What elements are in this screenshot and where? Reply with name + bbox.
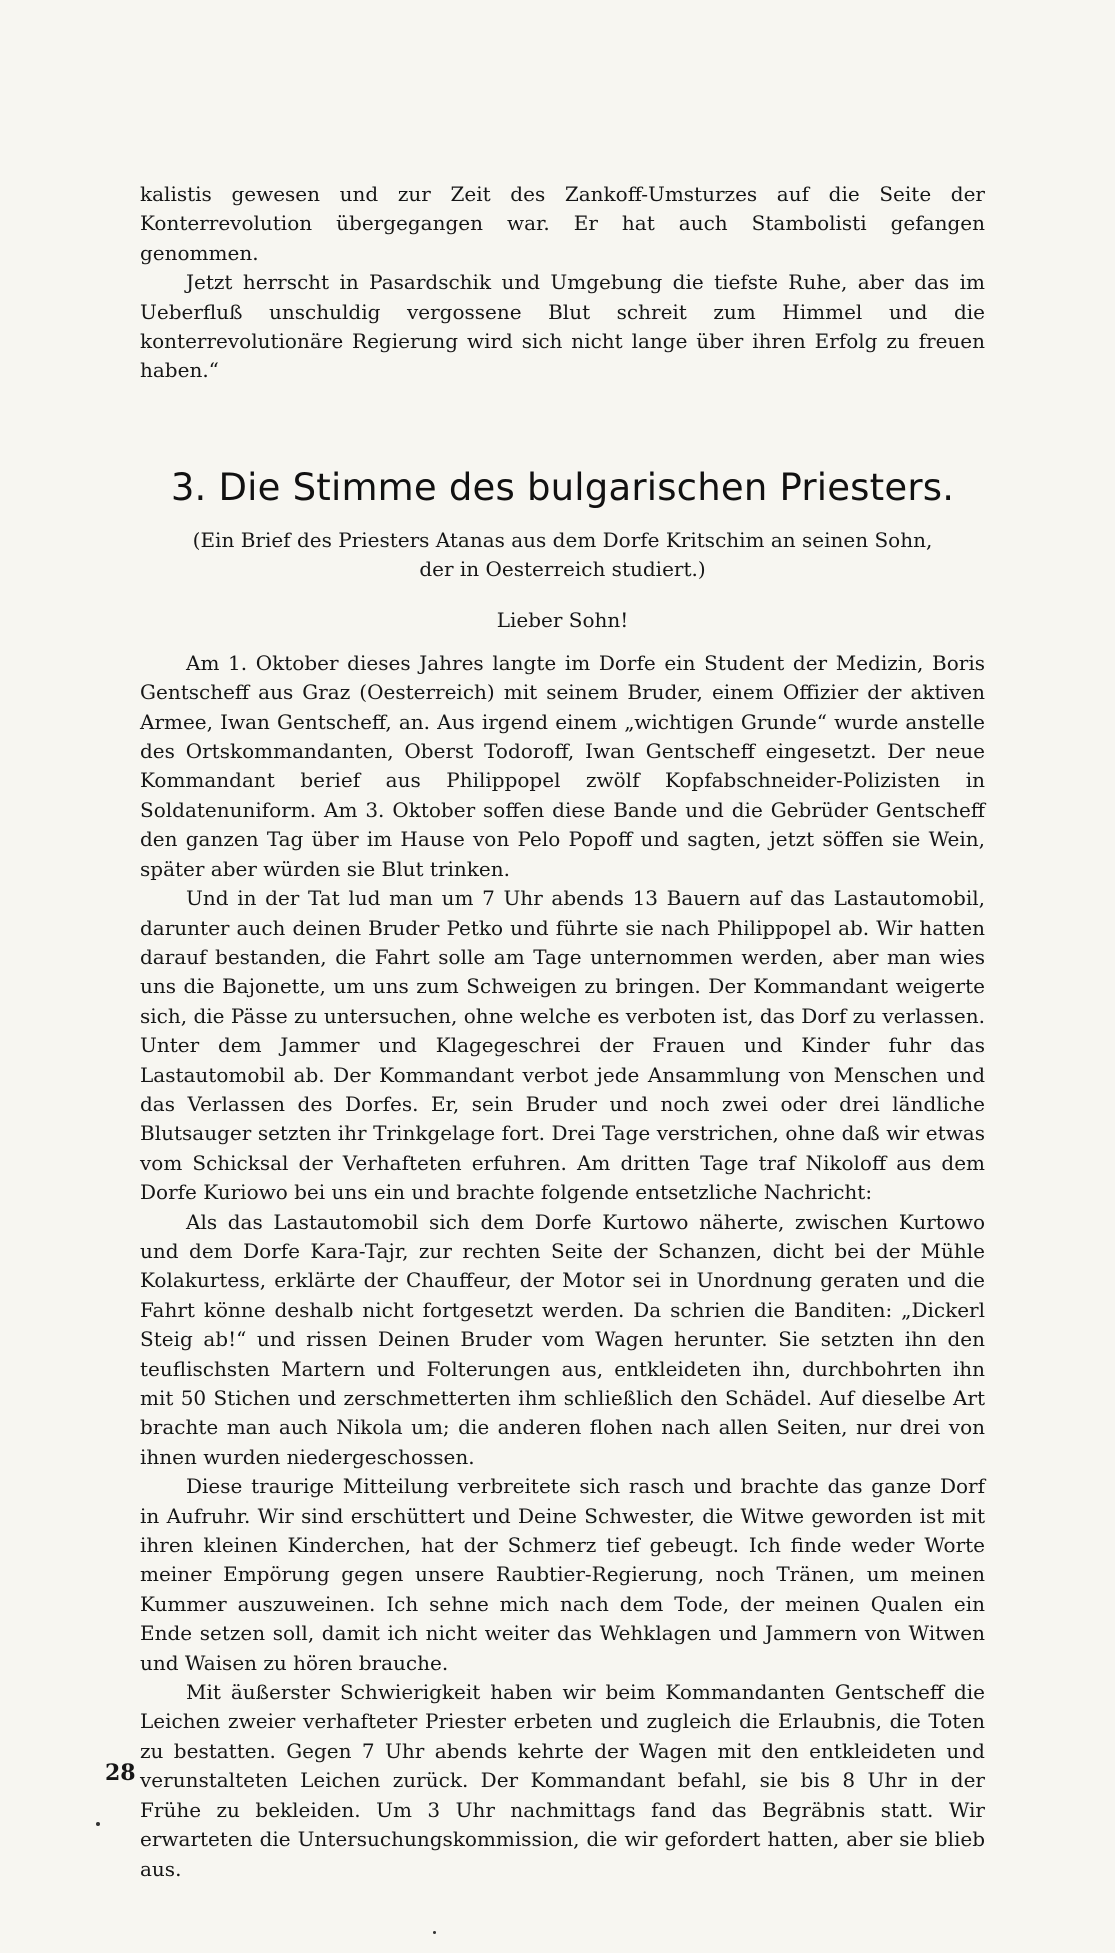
section-subheading xyxy=(140,526,985,584)
scan-speck xyxy=(433,1931,436,1934)
letter-paragraph: Diese traurige Mitteilung verbreitete sich rasch und brachte das ganze Dorf in Aufruhr. Wir sind erschüttert und Deine Schwester, die Witwe geworden ist mit ihren kleinen Kinderchen, hat der Schmerz tief gebeugt. Ich finde weder Worte meiner Empörung gegen unsere Raubtier-Regierung, noch Tränen, um meinen Kummer auszuweinen. Ich sehne mich nach dem Tode, der meinen Qualen ein Ende setzen soll, damit ich nicht weiter das Wehklagen und Jammern von Witwen und Waisen zu hören brauche. xyxy=(140,1474,985,1675)
letter-paragraph: Am 1. Oktober dieses Jahres langte im Dorfe ein Student der Medizin, Boris Gentscheff aus Graz (Oesterreich) mit seinem Bruder, einem Offizier der aktiven Armee, Iwan Gentscheff, an. Aus irgend einem „wichtigen Grunde“ wurde anstelle des Ortskommandanten, Oberst Todoroff, Iwan Gentscheff eingesetzt. Der neue Kommandant berief aus Philippopel zwölf Kopfabschneider-Polizisten in Soldatenuniform. Am 3. Oktober soffen diese Bande und die Gebrüder Gentscheff den ganzen Tag über im Hause von Pelo Popoff und sagten, jetzt söffen sie Wein, später aber würden sie Blut trinken. xyxy=(140,650,985,881)
letter-paragraph: Und in der Tat lud man um 7 Uhr abends 13 Bauern auf das Lastautomobil, darunter auch deinen Bruder Petko und führte sie nach Philippopel ab. Wir hatten darauf bestanden, die Fahrt solle am Tage unternommen werden, aber man wies uns die Bajonette, um uns zum Schweigen zu bringen. Der Kommandant weigerte sich, die Pässe zu untersuchen, ohne welche es verboten ist, das Dorf zu verlassen. Unter dem Jammer und Klagegeschrei der Frauen und Kinder fuhr das Lastautomobil ab. Der Kommandant verbot jede Ansammlung von Menschen und das Verlassen des Dorfes. Er, sein Bruder und noch zwei oder drei ländliche Blutsauger setzten ihr Trinkgelage fort. Drei Tage verstrichen, ohne daß wir etwas vom Schicksal der Verhafteten erfuhren. Am dritten Tage traf Nikoloff aus dem Dorfe Kuriowo bei uns ein und brachte folgende entsetzliche Nachricht: xyxy=(140,886,985,1205)
document-page xyxy=(140,180,985,1884)
letter-salutation: Lieber Sohn! xyxy=(496,607,629,632)
subheading-line: (Ein Brief des Priesters Atanas aus dem Dorfe Kritschim an seinen Sohn, xyxy=(192,527,933,552)
letter-paragraph: Als das Lastautomobil sich dem Dorfe Kurtowo näherte, zwischen Kurtowo und dem Dorfe Kara-Tajr, zur rechten Seite der Schanzen, dicht bei der Mühle Kolakurtess, erklärte der Chauffeur, der Motor sei in Unordnung geraten und die Fahrt könne deshalb nicht fortgesetzt werden. Da schrien die Banditen: „Dickerl Steig ab!“ und rissen Deinen Bruder vom Wagen herunter. Sie setzten ihn den teuflischsten Martern und Folterungen aus, entkleideten ihn, durchbohrten ihn mit 50 Stichen und zerschmetterten ihm schließlich den Schädel. Auf dieselbe Art brachte man auch Nikola um; die anderen flohen nach allen Seiten, nur drei von ihnen wurden niedergeschossen. xyxy=(140,1209,985,1469)
scan-speck xyxy=(96,1822,100,1826)
section-heading: 3. Die Stimme des bulgarischen Priesters. xyxy=(170,465,955,509)
intro-paragraph: kalistis gewesen und zur Zeit des Zankoff-Umsturzes auf die Seite der Konterrevolution übergegangen war. Er hat auch Stambolisti gefangen genommen. xyxy=(140,182,985,265)
page-number: 28 xyxy=(105,1760,136,1786)
subheading-line: der in Oesterreich studiert.) xyxy=(419,556,706,581)
intro-paragraph: Jetzt herrscht in Pasardschik und Umgebung die tiefste Ruhe, aber das im Ueberfluß unschuldig vergossene Blut schreit zum Himmel und die konterrevolutionäre Regierung wird sich nicht lange über ihren Erfolg zu freuen haben.“ xyxy=(140,270,985,383)
letter-paragraph: Mit äußerster Schwierigkeit haben wir beim Kommandanten Gentscheff die Leichen zweier verhafteter Priester erbeten und zugleich die Erlaubnis, die Toten zu bestatten. Gegen 7 Uhr abends kehrte der Wagen mit den entkleideten und verunstalteten Leichen zurück. Der Kommandant befahl, sie bis 8 Uhr in der Frühe zu bekleiden. Um 3 Uhr nachmittags fand das Begräbnis statt. Wir erwarteten die Untersuchungskommission, die wir gefordert hatten, aber sie blieb aus. xyxy=(140,1680,985,1881)
